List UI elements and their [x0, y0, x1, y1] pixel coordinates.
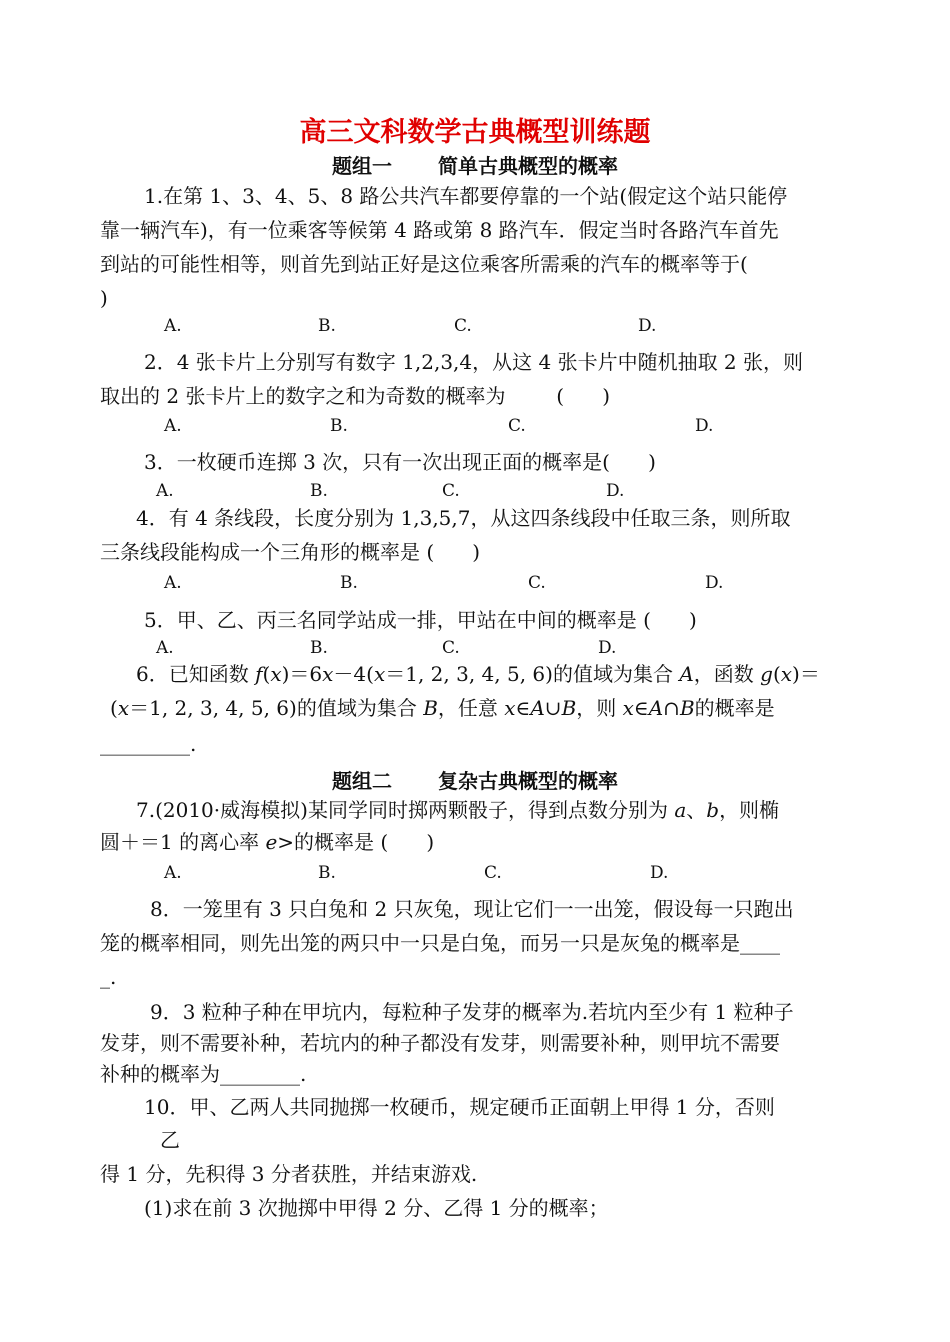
q7-var-b: b [706, 798, 720, 822]
q2-option-d: D. [695, 416, 714, 436]
group1-name: 简单古典概型的概率 [438, 154, 618, 178]
q6-text: ，函数 [693, 662, 761, 686]
q4-option-d: D. [705, 573, 724, 593]
q10-line2: 乙 [160, 1128, 180, 1152]
q6-var-a: A [648, 696, 664, 720]
q9-line3: 补种的概率为________. [100, 1062, 307, 1086]
page-title: 高三文科数学古典概型训练题 [299, 117, 651, 148]
q6-line3: _________. [100, 732, 197, 756]
q7-option-b: B. [318, 863, 336, 883]
group2-name: 复杂古典概型的概率 [438, 769, 618, 793]
q7-var-e: e [265, 830, 278, 854]
q10-line3: 得 1 分，先积得 3 分者获胜，并结束游戏. [100, 1162, 478, 1186]
q6-text: ＝1, 2, 3, 4, 5, 6)的值域为集合 [385, 662, 680, 686]
q4-option-c: C. [528, 573, 546, 593]
q3-option-d: D. [606, 481, 625, 501]
q7-option-d: D. [650, 863, 669, 883]
q7-text: 、 [686, 798, 707, 822]
q5-option-c: C. [442, 638, 460, 658]
q1-option-b: B. [318, 316, 336, 336]
q5-option-b: B. [310, 638, 328, 658]
q9-line2: 发芽，则不需要补种，若坑内的种子都没有发芽，则需要补种，则甲坑不需要 [100, 1031, 780, 1055]
q6-var-x: x [504, 696, 516, 720]
q2-option-c: C. [508, 416, 526, 436]
q6-text: 的概率是 [694, 696, 775, 720]
q5-option-d: D. [598, 638, 617, 658]
q7-text: 7.(2010·威海模拟)某同学同时掷两颗骰子，得到点数分别为 [136, 798, 675, 822]
q1-line3: 到站的可能性相等，则首先到站正好是这位乘客所需乘的汽车的概率等于( [100, 252, 748, 276]
q6-line1 [136, 664, 820, 684]
q6-text: ∈ [515, 696, 531, 720]
q6-var-a: A [530, 696, 545, 720]
q6-text: ( [262, 662, 271, 686]
q4-option-b: B. [340, 573, 358, 593]
q6-var-x: x [117, 696, 130, 720]
q6-var-b: B [679, 696, 695, 720]
q6-var-b: B [561, 696, 577, 720]
q6-text: －4( [333, 662, 374, 686]
q6-var-f: f [255, 662, 263, 686]
q5-line1: 5．甲、乙、丙三名同学站成一排，甲站在中间的概率是 ( ) [144, 608, 697, 632]
q8-line1: 8．一笼里有 3 只白兔和 2 只灰兔，现让它们一一出笼，假设每一只跑出 [150, 897, 794, 921]
q8-line2: 笼的概率相同，则先出笼的两只中一只是白兔，而另一只是灰兔的概率是____ [100, 931, 780, 955]
q6-text: )＝ [792, 662, 820, 686]
q7-text: ，则椭 [719, 798, 780, 822]
q6-text: ，任意 [437, 696, 505, 720]
q6-var-x: x [622, 696, 634, 720]
q2-line2: 取出的 2 张卡片上的数字之和为奇数的概率为 ( ) [100, 384, 611, 408]
q6-line2 [110, 698, 775, 718]
q6-text: ∩ [663, 696, 680, 720]
q6-var-x: x [780, 662, 793, 686]
q6-var-x: x [322, 662, 334, 686]
q7-text: >的概率是 ( ) [277, 830, 435, 854]
q10-line4: (1)求在前 3 次抛掷中甲得 2 分、乙得 1 分的概率； [144, 1196, 609, 1220]
q6-text: ( [772, 662, 781, 686]
q7-var-a: a [674, 798, 687, 822]
q3-line1: 3．一枚硬币连掷 3 次，只有一次出现正面的概率是( ) [144, 450, 656, 474]
section-heading-group1 [0, 150, 950, 179]
group2-label: 题组二 [332, 769, 392, 793]
q2-option-b: B. [330, 416, 348, 436]
q2-line1: 2．4 张卡片上分别写有数字 1,2,3,4，从这 4 张卡片中随机抽取 2 张，则 [144, 350, 804, 374]
q1-option-a: A. [164, 316, 182, 336]
q1-line1: 1.在第 1、3、4、5、8 路公共汽车都要停靠的一个站(假定这个站只能停 [144, 184, 788, 208]
q7-option-a: A. [164, 863, 182, 883]
q7-text: 圆＋＝1 的离心率 [100, 830, 266, 854]
q6-text: )＝6 [281, 662, 323, 686]
q2-option-a: A. [164, 416, 182, 436]
q9-line1: 9．3 粒种子种在甲坑内，每粒种子发芽的概率为.若坑内至少有 1 粒种子 [150, 1000, 794, 1024]
q10-line1: 10．甲、乙两人共同抛掷一枚硬币，规定硬币正面朝上甲得 1 分，否则 [144, 1095, 775, 1119]
q6-var-b: B [423, 696, 438, 720]
q1-line4: ) [100, 286, 108, 310]
q3-option-a: A. [156, 481, 174, 501]
q3-option-c: C. [442, 481, 460, 501]
q7-line1 [136, 800, 779, 820]
q6-text: ＝1, 2, 3, 4, 5, 6)的值域为集合 [129, 696, 424, 720]
q6-var-x: x [270, 662, 282, 686]
q5-option-a: A. [156, 638, 174, 658]
q4-line2: 三条线段能构成一个三角形的概率是 ( ) [100, 540, 481, 564]
q3-option-b: B. [310, 481, 328, 501]
q8-line3: _. [100, 965, 117, 989]
q6-var-a: A [679, 662, 694, 686]
q6-text: 6．已知函数 [136, 662, 256, 686]
q7-line2 [100, 832, 434, 852]
q1-option-d: D. [638, 316, 657, 336]
q6-var-x: x [373, 662, 386, 686]
section-heading-group2 [0, 765, 950, 794]
q1-option-c: C. [454, 316, 472, 336]
q6-text: ( [110, 696, 118, 720]
group1-label: 题组一 [332, 154, 392, 178]
q6-text: ，则 [576, 696, 623, 720]
q7-option-c: C. [484, 863, 502, 883]
q6-text: ∈ [633, 696, 649, 720]
q1-line2: 靠一辆汽车)，有一位乘客等候第 4 路或第 8 路汽车．假定当时各路汽车首先 [100, 218, 779, 242]
q4-line1: 4．有 4 条线段，长度分别为 1,3,5,7，从这四条线段中任取三条，则所取 [136, 506, 791, 530]
q4-option-a: A. [164, 573, 182, 593]
q6-var-g: g [760, 662, 773, 686]
q6-text: ∪ [544, 696, 562, 720]
